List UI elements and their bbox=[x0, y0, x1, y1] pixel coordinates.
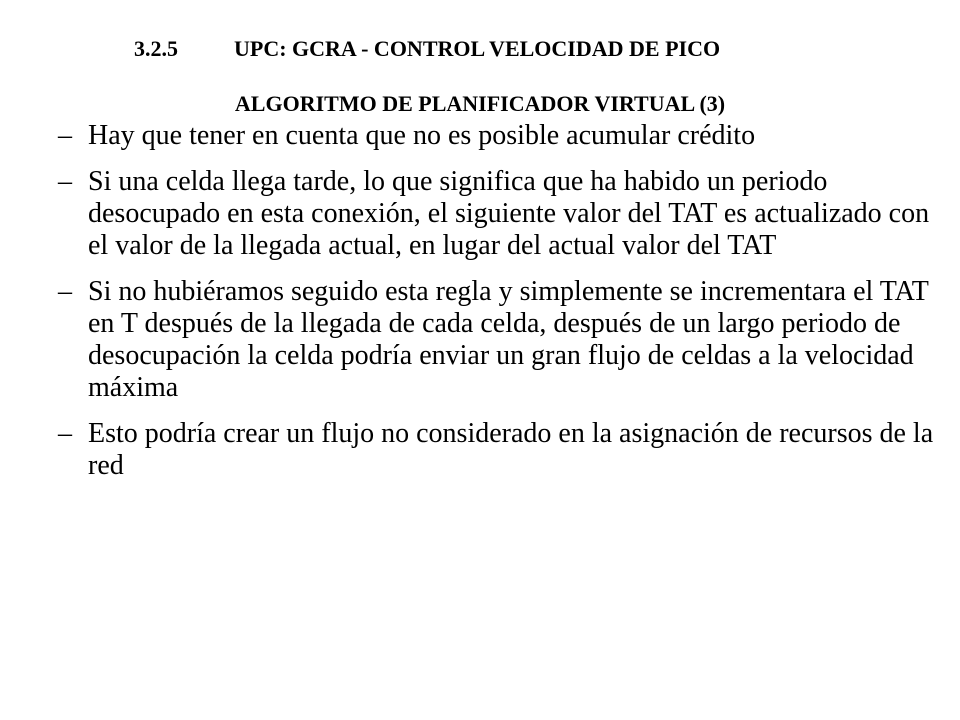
bullet-text: Si no hubiéramos seguido esta regla y simplemente se incrementara el TAT en T después de la llegada de cada celda, después de un largo periodo de desocupación la celda podría enviar un gran flujo de celdas a la velocidad máxima bbox=[88, 276, 929, 403]
title-heading: UPC: GCRA - CONTROL VELOCIDAD DE PICO bbox=[234, 36, 721, 61]
section-number: 3.2.5 bbox=[134, 36, 178, 61]
bullet-item bbox=[58, 166, 938, 262]
dash-marker: – bbox=[58, 120, 72, 151]
bullet-text: Hay que tener en cuenta que no es posible acumular crédito bbox=[88, 120, 756, 151]
bullet-item bbox=[58, 418, 938, 482]
slide-subtitle: ALGORITMO DE PLANIFICADOR VIRTUAL (3) bbox=[234, 91, 726, 116]
dash-marker: – bbox=[58, 418, 72, 449]
slide-title bbox=[134, 36, 720, 62]
bullet-text: Esto podría crear un flujo no considerado en la asignación de recursos de la red bbox=[88, 418, 934, 481]
bullet-text: Si una celda llega tarde, lo que significa que ha habido un periodo desocupado en esta conexión, el siguiente valor del TAT es actualizado con el valor de la llegada actual, en lugar del actual valor del TAT bbox=[88, 166, 930, 261]
bullet-item bbox=[58, 276, 938, 404]
dash-marker: – bbox=[58, 276, 72, 307]
dash-marker: – bbox=[58, 166, 72, 197]
bullet-item bbox=[58, 120, 938, 152]
bullet-list bbox=[58, 120, 938, 496]
